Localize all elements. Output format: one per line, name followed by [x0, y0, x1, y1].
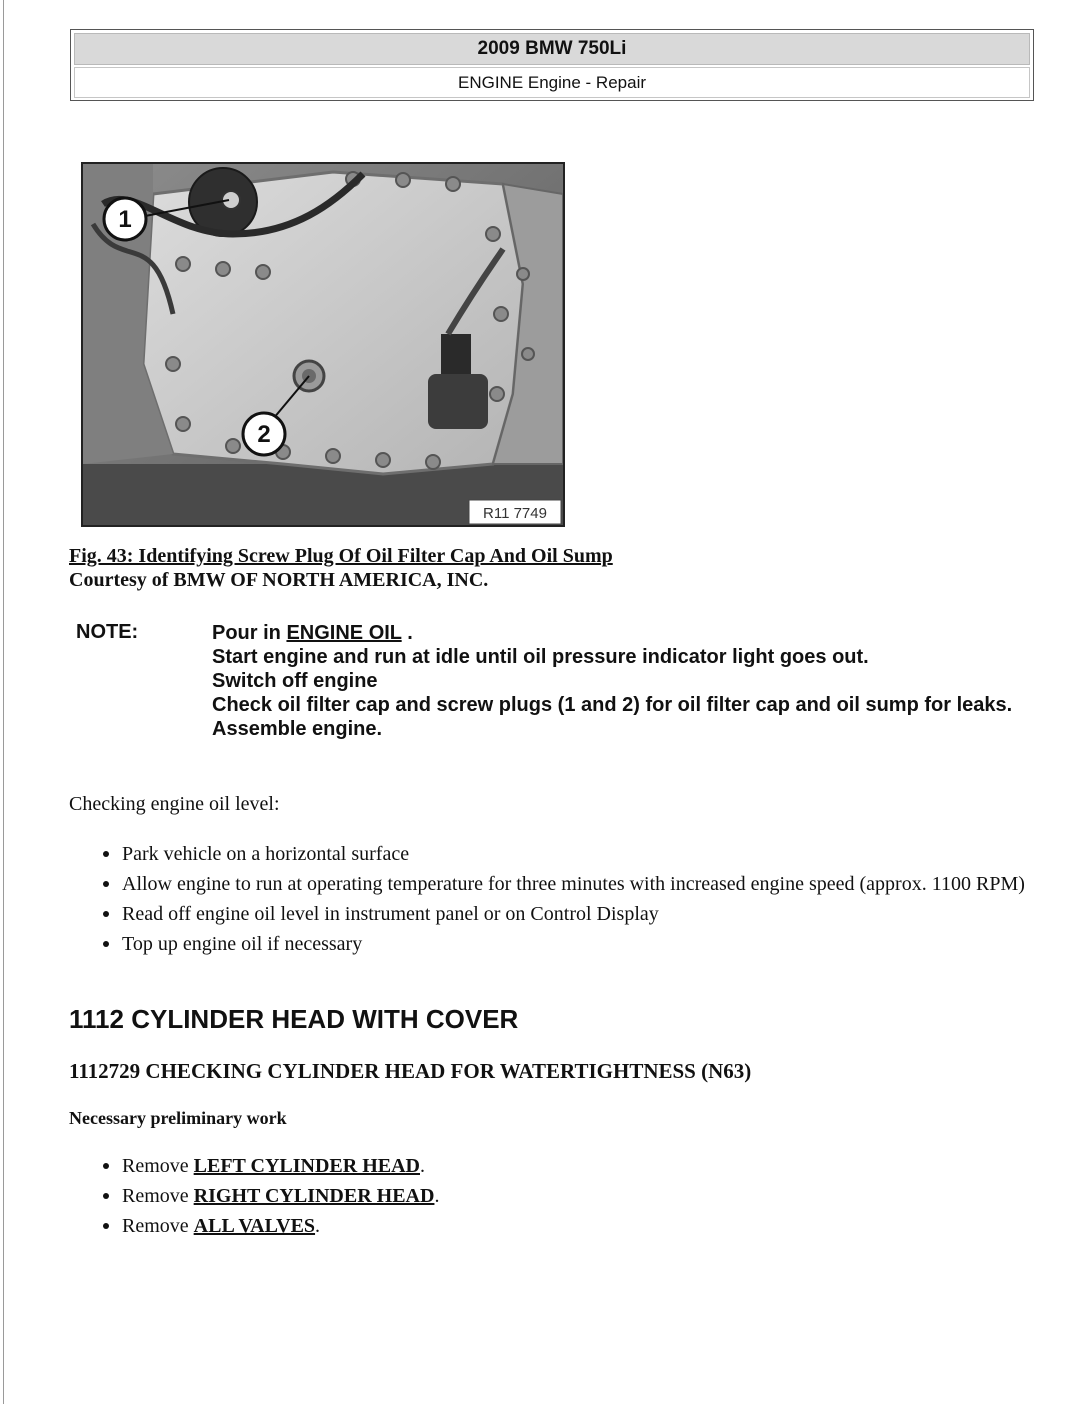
note-line-4: Check oil filter cap and screw plugs (1 and 2) for oil filter cap and oil sump for leaks.: [212, 694, 1013, 716]
prelim-work-list: [69, 1154, 1038, 1244]
section-subtitle: ENGINE Engine - Repair: [74, 67, 1030, 98]
all-valves-link[interactable]: ALL VALVES: [193, 1215, 316, 1237]
period: .: [315, 1215, 321, 1237]
engine-photo-illustration: [83, 164, 563, 525]
remove-text: Remove: [122, 1155, 194, 1177]
engine-oil-link[interactable]: ENGINE OIL: [286, 622, 402, 644]
list-item: Top up engine oil if necessary: [122, 932, 1038, 956]
section-heading: 1112 CYLINDER HEAD WITH COVER: [69, 1004, 519, 1034]
list-item: [122, 1184, 1038, 1208]
figure-caption: Fig. 43: Identifying Screw Plug Of Oil Filter Cap And Oil Sump: [69, 545, 613, 567]
page-edge: [3, 0, 4, 1404]
period: .: [420, 1155, 425, 1177]
remove-text: Remove: [122, 1215, 194, 1237]
list-item: Allow engine to run at operating temperature for three minutes with increased engine speed (approx. 1100 RPM): [122, 872, 1038, 896]
note-line-1-suffix: .: [401, 622, 413, 644]
left-cylinder-head-link[interactable]: LEFT CYLINDER HEAD: [193, 1155, 420, 1177]
list-item: Read off engine oil level in instrument panel or on Control Display: [122, 902, 1038, 926]
list-item: [122, 1154, 1038, 1178]
right-cylinder-head-link[interactable]: RIGHT CYLINDER HEAD: [193, 1185, 435, 1207]
section-subheading: 1112729 CHECKING CYLINDER HEAD FOR WATERTIGHTNESS (N63): [69, 1059, 752, 1083]
oil-sump-figure: [81, 162, 565, 527]
vehicle-title: 2009 BMW 750Li: [74, 33, 1030, 65]
note-line-1: [212, 621, 1022, 645]
prelim-work-label: Necessary preliminary work: [69, 1108, 287, 1128]
checking-oil-intro: Checking engine oil level:: [69, 793, 280, 815]
callout-2: 2: [257, 421, 271, 448]
list-item: Park vehicle on a horizontal surface: [122, 842, 1038, 866]
figure-ref-code: R11 7749: [483, 505, 547, 522]
period: .: [434, 1185, 440, 1207]
document-header: [70, 29, 1034, 101]
note-label: NOTE:: [76, 621, 139, 643]
list-item: [122, 1214, 1038, 1238]
note-line-3: Switch off engine: [212, 670, 378, 692]
callout-1: 1: [118, 206, 132, 233]
checking-oil-list: [69, 842, 1038, 962]
note-body: [212, 621, 1022, 741]
figure-courtesy: Courtesy of BMW OF NORTH AMERICA, INC.: [69, 569, 489, 591]
note-line-1-prefix: Pour in: [212, 622, 287, 644]
note-line-5: Assemble engine.: [212, 718, 383, 740]
note-line-2: Start engine and run at idle until oil pressure indicator light goes out.: [212, 646, 869, 668]
remove-text: Remove: [122, 1185, 194, 1207]
